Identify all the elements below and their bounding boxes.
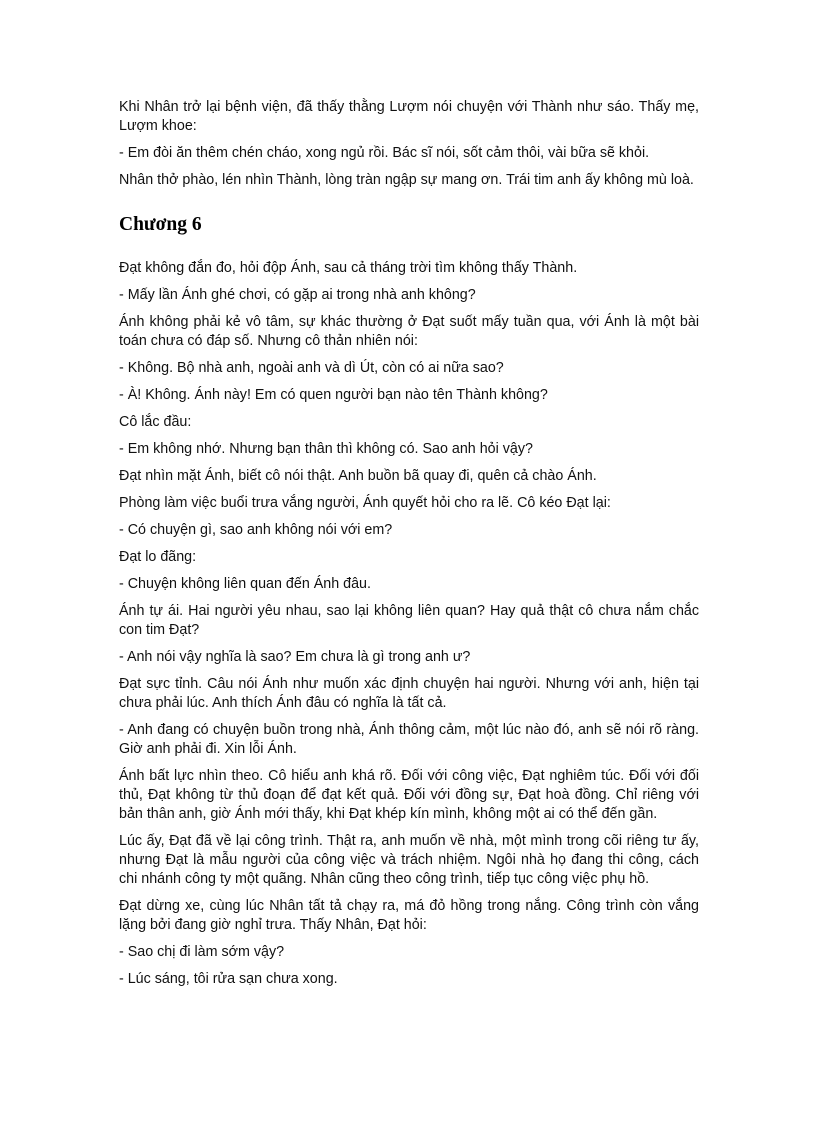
paragraph: Đạt lo đãng: — [119, 549, 197, 565]
paragraph: Đạt sực tỉnh. Câu nói Ánh như muốn xác định chuyện hai người. Nhưng với anh, hiện tại chưa phải lúc. Anh thích Ánh đâu có nghĩa là tất cả. — [119, 676, 699, 711]
paragraph: - Sao chị đi làm sớm vậy? — [119, 944, 285, 960]
document-page — [119, 98, 699, 997]
paragraph: Lúc ấy, Đạt đã về lại công trình. Thật ra, anh muốn về nhà, một mình trong cõi riêng tư ấy, nhưng Đạt là mẫu người của công việc và trách nhiệm. Ngôi nhà họ đang thi công, cách chi nhánh công ty một quãng. Nhân cũng theo công trình, tiếp tục công việc phụ hồ. — [119, 833, 699, 887]
paragraph: Khi Nhân trở lại bệnh viện, đã thấy thằng Lượm nói chuyện với Thành như sáo. Thấy mẹ, Lượm khoe: — [119, 99, 699, 134]
paragraph: - Mấy lần Ánh ghé chơi, có gặp ai trong nhà anh không? — [119, 287, 476, 303]
paragraph: - Chuyện không liên quan đến Ánh đâu. — [119, 576, 371, 592]
paragraph: - Anh đang có chuyện buồn trong nhà, Ánh thông cảm, một lúc nào đó, anh sẽ nói rõ ràng. Giờ anh phải đi. Xin lỗi Ánh. — [119, 722, 699, 757]
paragraph: Nhân thở phào, lén nhìn Thành, lòng tràn ngập sự mang ơn. Trái tim anh ấy không mù loà. — [119, 172, 694, 188]
paragraph: - À! Không. Ánh này! Em có quen người bạn nào tên Thành không? — [119, 387, 548, 403]
paragraph: Đạt không đắn đo, hỏi độp Ánh, sau cả tháng trời tìm không thấy Thành. — [119, 260, 578, 276]
paragraph: Ánh không phải kẻ vô tâm, sự khác thường ở Đạt suốt mấy tuần qua, với Ánh là một bài toán chưa có đáp số. Nhưng cô thản nhiên nói: — [119, 314, 699, 349]
paragraph: - Em đòi ăn thêm chén cháo, xong ngủ rồi. Bác sĩ nói, sốt cảm thôi, vài bữa sẽ khỏi. — [119, 145, 650, 161]
paragraph: Đạt nhìn mặt Ánh, biết cô nói thật. Anh buồn bã quay đi, quên cả chào Ánh. — [119, 468, 597, 484]
paragraph: - Anh nói vậy nghĩa là sao? Em chưa là gì trong anh ư? — [119, 649, 471, 665]
paragraph: - Em không nhớ. Nhưng bạn thân thì không có. Sao anh hỏi vậy? — [119, 441, 533, 457]
chapter-heading: Chương 6 — [119, 214, 202, 235]
paragraph: - Không. Bộ nhà anh, ngoài anh và dì Út, còn có ai nữa sao? — [119, 360, 504, 376]
paragraph: Ánh tự ái. Hai người yêu nhau, sao lại không liên quan? Hay quả thật cô chưa nắm chắc con tim Đạt? — [119, 603, 699, 638]
paragraph: - Lúc sáng, tôi rửa sạn chưa xong. — [119, 971, 338, 987]
paragraph: Cô lắc đầu: — [119, 414, 192, 430]
paragraph: Phòng làm việc buổi trưa vắng người, Ánh quyết hỏi cho ra lẽ. Cô kéo Đạt lại: — [119, 495, 611, 511]
paragraph: Đạt dừng xe, cùng lúc Nhân tất tả chạy ra, má đỏ hồng trong nắng. Công trình còn vắng lặng bởi đang giờ nghỉ trưa. Thấy Nhân, Đạt hỏi: — [119, 898, 699, 933]
paragraph: - Có chuyện gì, sao anh không nói với em? — [119, 522, 393, 538]
paragraph: Ánh bất lực nhìn theo. Cô hiểu anh khá rõ. Đối với công việc, Đạt nghiêm túc. Đối với đối thủ, Đạt không từ thủ đoạn để đạt kết quả. Đối với đồng sự, Đạt hoà đồng. Chỉ riêng với bản thân anh, giờ Ánh mới thấy, khi Đạt khép kín mình, không một ai có thể đến gần. — [119, 768, 699, 822]
